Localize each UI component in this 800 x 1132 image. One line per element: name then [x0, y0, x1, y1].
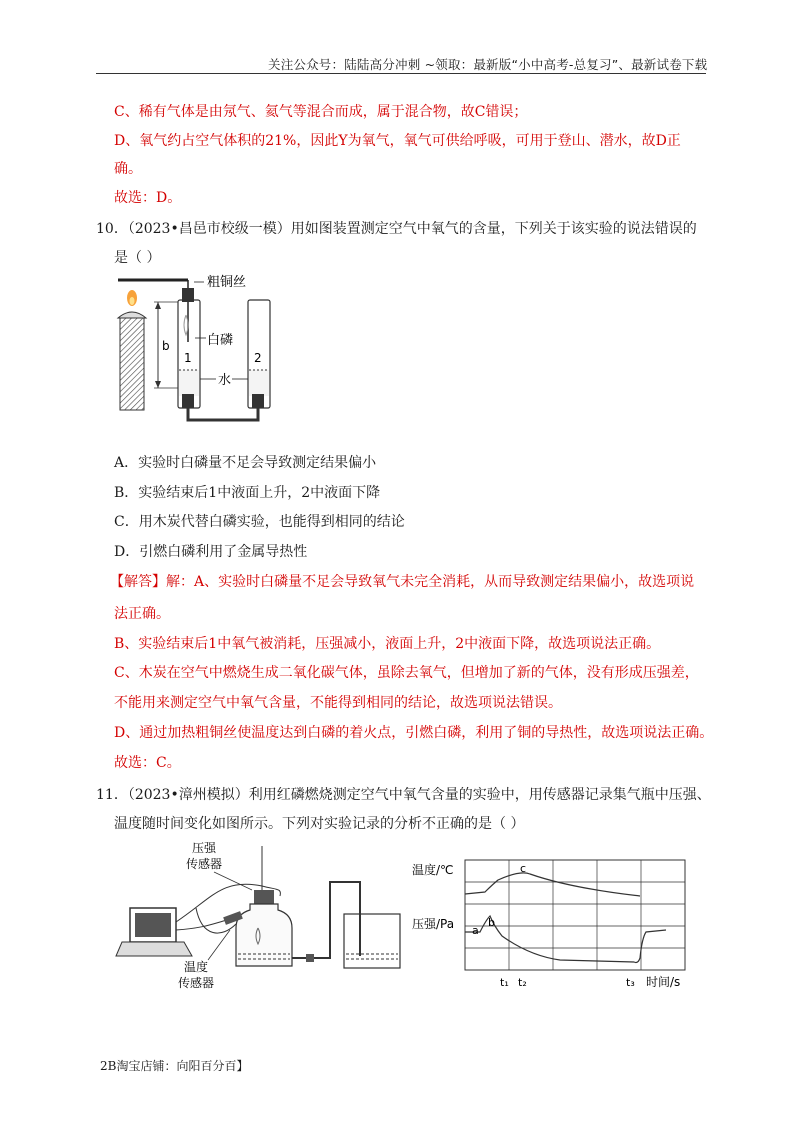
q10-analysis-line-6: D、通过加热粗铜丝使温度达到白磷的着火点，引燃白磷，利用了铜的导热性，故选项说法正确。 [114, 725, 714, 741]
y-label-pressure: 压强/Pa [412, 917, 455, 931]
label-tube-1: 1 [184, 351, 192, 365]
q10-stem-cont: 是（ ） [114, 250, 161, 266]
q10-analysis-line-1: 【解答】解：A、实验时白磷量不足会导致氧气未完全消耗，从而导致测定结果偏小，故选项说 [110, 574, 695, 590]
point-b: b [488, 916, 495, 929]
q10-option-c: C．用木炭代替白磷实验，也能得到相同的结论 [114, 514, 405, 530]
q9-option-d-explanation-cont: 确。 [114, 161, 142, 177]
analysis-tag: 【解答】 [110, 574, 166, 590]
label-pressure-sensor-2: 传感器 [186, 857, 223, 871]
label-b: b [162, 339, 170, 353]
temperature-curve [465, 873, 640, 896]
q10-analysis-line-5: 不能用来测定空气中氧气含量，不能得到相同的结论，故选项说法错误。 [114, 695, 562, 711]
point-c: c [520, 862, 527, 875]
q9-answer: 故选：D。 [114, 190, 182, 206]
q11-chart [410, 850, 695, 995]
page-header: 关注公众号：陆陆高分冲刺 ~领取：最新版“小中高考-总复习”、最新试卷下载 [268, 57, 708, 72]
point-a: a [472, 924, 479, 937]
q9-option-d-explanation: D、氧气约占空气体积的21%，因此Y为氧气，氧气可供给呼吸，可用于登山、潜水，故D正 [114, 133, 681, 149]
q10-answer: 故选：C。 [114, 755, 181, 771]
lamp-body [118, 312, 146, 318]
q10-option-d: D．引燃白磷利用了金属导热性 [114, 544, 308, 560]
label-white-phosphorus: 白磷 [207, 333, 234, 348]
tick-t2: t₂ [518, 976, 527, 989]
gas-jar [236, 904, 292, 966]
q10-stem: 10．（2023•昌邑市校级一模）用如图装置测定空气中氧气的含量，下列关于该实验的说法错误的 [96, 221, 697, 237]
tick-t1: t₁ [500, 976, 509, 989]
q11-stem: 11．（2023•漳州模拟）利用红磷燃烧测定空气中氧气含量的实验中，用传感器记录集气瓶中压强、 [96, 787, 711, 803]
label-tube-2: 2 [254, 351, 262, 365]
label-copper-wire: 粗铜丝 [207, 275, 247, 290]
clamp [306, 954, 314, 962]
label-water: 水 [218, 373, 232, 388]
q10-apparatus-figure [100, 270, 350, 430]
q10-option-a: A．实验时白磷量不足会导致测定结果偏小 [114, 455, 377, 471]
q10-option-b: B．实验结束后1中液面上升，2中液面下降 [114, 485, 381, 501]
pressure-curve [465, 916, 666, 963]
beaker [344, 914, 400, 968]
q11-stem-cont: 温度随时间变化如图所示。下列对实验记录的分析不正确的是（ ） [114, 816, 525, 832]
header-rule [96, 73, 706, 74]
q10-analysis-line-3: B、实验结束后1中氧气被消耗，压强减小，液面上升，2中液面下降，故选项说法正确。 [114, 636, 661, 652]
q11-apparatus-figure [112, 838, 412, 998]
page-footer: 2B淘宝店铺：向阳百分百】 [100, 1059, 249, 1073]
tick-t3: t₃ [626, 976, 635, 989]
q9-option-c-explanation: C、稀有气体是由氖气、氦气等混合而成，属于混合物，故C错误； [114, 104, 528, 120]
connecting-tube [188, 408, 258, 420]
label-pressure-sensor: 压强 [192, 841, 217, 855]
chart-grid [465, 860, 685, 970]
label-temp-sensor-2: 传感器 [178, 976, 215, 990]
jar-stopper [254, 890, 274, 904]
label-temp-sensor: 温度 [184, 960, 209, 974]
x-label-time: 时间/s [646, 975, 681, 989]
q10-analysis-line-4: C、木炭在空气中燃烧生成二氧化碳气体，虽除去氧气，但增加了新的气体，没有形成压强差， [114, 665, 699, 681]
y-label-temperature: 温度/℃ [412, 863, 454, 877]
hatched-stand [120, 318, 144, 410]
q10-analysis-line-2: 法正确。 [114, 606, 170, 622]
